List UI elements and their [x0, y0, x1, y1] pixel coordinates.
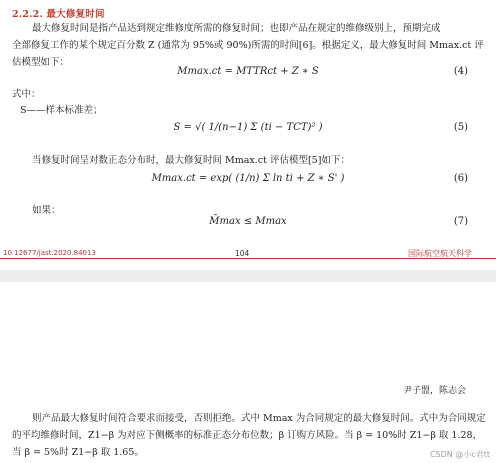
- equation-6: [0, 173, 496, 191]
- paragraph-max-repair-time: [12, 20, 484, 71]
- csdn-watermark: CSDN @小c君tt: [429, 450, 490, 459]
- paragraph-line-2: 全部修复工作的某个规定百分数 Z (通常为 95%或 90%)所需的时间[6]。根据定义，最大修复时间 Mmax.ct 评: [12, 40, 484, 51]
- equation-6-number: (6): [453, 173, 468, 184]
- equation-7-number: (7): [453, 216, 468, 227]
- footer-doi: 10.12677/jast.2020.84013: [3, 249, 96, 257]
- equation-4-formula: Mmax.ct = MTTRct + Z ∗ S: [177, 66, 319, 77]
- footer-journal-name: 国际航空航天科学: [408, 249, 472, 258]
- equation-5-number: (5): [453, 122, 468, 133]
- paragraph-line-1: 最大修复时间是指产品达到规定维修度所需的修复时间；也即产品在规定的维修级别上，预期完成: [32, 23, 441, 34]
- equation-4: [0, 66, 496, 84]
- if-label: 如果：: [32, 205, 61, 216]
- s-definition: S——样本标准差；: [20, 105, 103, 116]
- paragraph-line-3: 估模型如下：: [12, 57, 70, 68]
- footer-divider: [0, 258, 496, 259]
- equation-7-formula: M̄max ≤ Mmax: [209, 216, 287, 227]
- acceptance-text: 则产品最大修复时间符合要求而接受，否则拒绝。式中 Mmax 为合同规定的最大修复时间。式中为合同规定的平均维修时间，Z1−β 为对应下侧概率的标准正态分布位数；β 订购方风险。当 β = 10%时 Z1−β 取 1.28，当 β = 5%时 Z1−β 取 1.65。: [12, 413, 486, 458]
- equation-7: [0, 216, 496, 234]
- equation-6-formula: Mmax.ct = exp( (1/n) Σ ln ti + Z ∗ S' ): [151, 173, 345, 184]
- equation-5-formula: S = √( 1/(n−1) Σ (ti − TCT)² ): [173, 122, 323, 133]
- page-gap: [0, 270, 496, 282]
- equation-5: [0, 122, 496, 140]
- section-heading: 2.2.2. 最大修复时间: [12, 9, 105, 20]
- footer-page-number: 104: [235, 249, 250, 258]
- running-header-authors: 尹子盟，陈志会: [402, 386, 466, 396]
- lognormal-intro: 当修复时间呈对数正态分布时，最大修复时间 Mmax.ct 评估模型[5]如下：: [32, 155, 350, 166]
- paragraph-acceptance: [12, 410, 488, 461]
- where-label: 式中：: [12, 89, 41, 100]
- equation-4-number: (4): [453, 66, 468, 77]
